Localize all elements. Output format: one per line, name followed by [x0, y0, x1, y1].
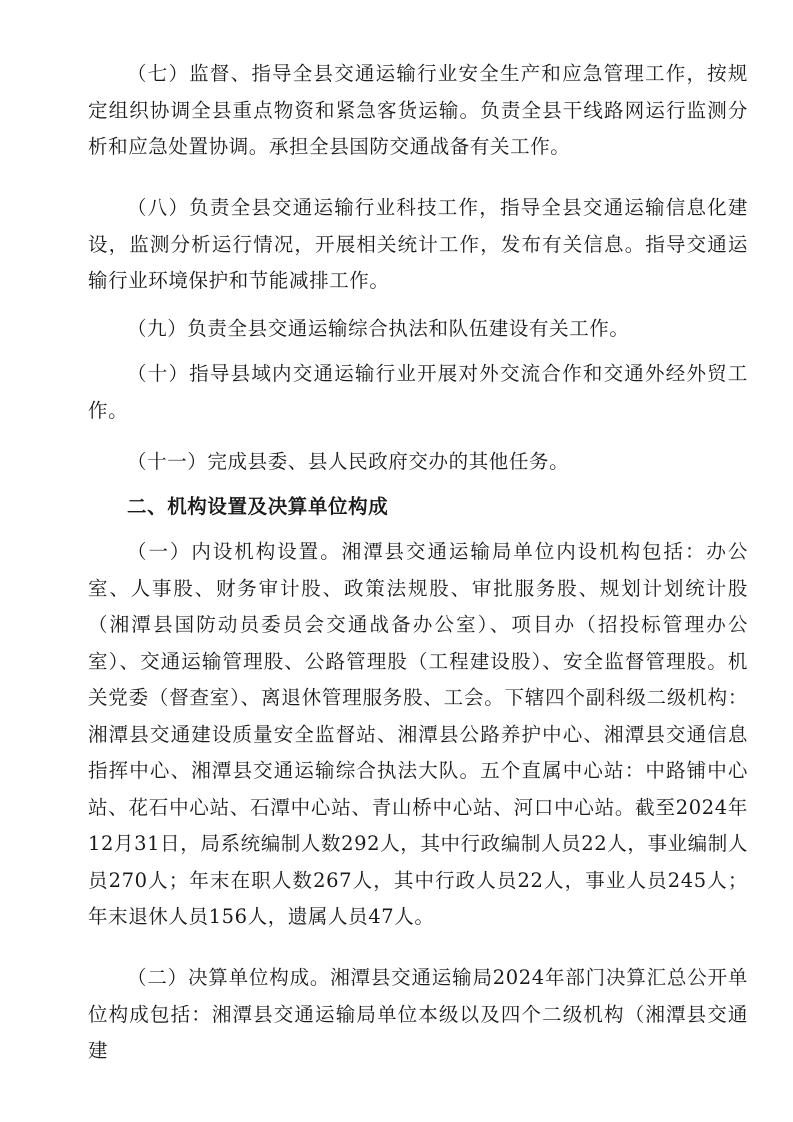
paragraph-duty-10: （十）指导县域内交通运输行业开展对外交流合作和交通外经外贸工作。	[88, 362, 748, 422]
paragraph-duty-9: （九）负责全县交通运输综合执法和队伍建设有关工作。	[127, 317, 630, 340]
section-heading-organization: 二、机构设置及决算单位构成	[127, 495, 389, 518]
paragraph-duty-8: （八）负责全县交通运输行业科技工作，指导全县交通运输信息化建设，监测分析运行情况，开展相关统计工作，发布有关信息。指导交通运输行业环境保护和节能减排工作。	[88, 196, 748, 292]
paragraph-internal-structure: （一）内设机构设置。湘潭县交通运输局单位内设机构包括：办公室、人事股、财务审计股、政策法规股、审批服务股、规划计划统计股（湘潭县国防动员委员会交通战备办公室）、项目办（招投标管理办公室）、交通运输管理股、公路管理股（工程建设股）、安全监督管理股。机关党委（督查室）、离退休管理服务股、工会。下辖四个副科级二级机构：湘潭县交通建设质量安全监督站、湘潭县公路养护中心、湘潭县交通信息指挥中心、湘潭县交通运输综合执法大队。五个直属中心站：中路铺中心站、花石中心站、石潭中心站、青山桥中心站、河口中心站。截至2024年12月31日，局系统编制人数292人，其中行政编制人员22人，事业编制人员270人；年末在职人数267人，其中行政人员22人，事业人员245人；年末退休人员156人，遗属人员47人。	[88, 540, 748, 928]
paragraph-duty-7: （七）监督、指导全县交通运输行业安全生产和应急管理工作，按规定组织协调全县重点物资和紧急客货运输。负责全县干线路网运行监测分析和应急处置协调。承担全县国防交通战备有关工作。	[88, 62, 748, 158]
paragraph-duty-11: （十一）完成县委、县人民政府交办的其他任务。	[127, 450, 570, 473]
paragraph-budget-units: （二）决算单位构成。湘潭县交通运输局2024年部门决算汇总公开单位构成包括：湘潭县交通运输局单位本级以及四个二级机构（湘潭县交通建	[88, 966, 748, 1062]
